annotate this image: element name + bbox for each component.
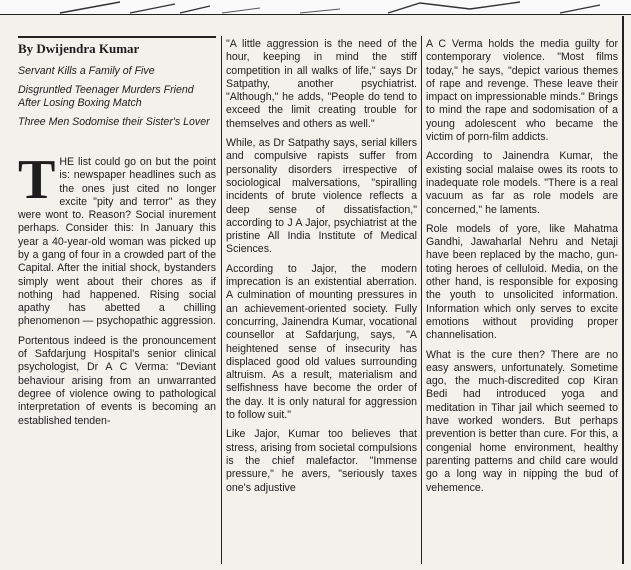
paragraph: A C Verma holds the media guilty for contemporary violence. "Most films today," he says, "depict various themes of rape and revenge. These leave their impact on impressionable minds." Brings to mind the rape and sodomisation of a young adolescent who became the victim of porn-film addicts. [426, 38, 618, 144]
paragraph: While, as Dr Satpathy says, serial killers and compulsive rapists suffer from personality disorders irrespective of sociological malversations, "spiralling incidents of brute violence reflects a deep sense of dissatisfaction," according to J A Jajor, psychiatrist at the pristine All India Institute of Medical Sciences. [226, 137, 417, 256]
paragraph: Like Jajor, Kumar too believes that stress, arising from societal compulsions is the chief malefactor. "Immense pressure," he avers, "seriously taxes one's adjustive [226, 428, 417, 494]
column-1 [18, 38, 216, 568]
headline-3: Three Men Sodomise their Sister's Lover [18, 115, 210, 128]
column-3 [426, 38, 618, 568]
paragraph: Role models of yore, like Mahatma Gandhi, Jawaharlal Nehru and Netaji have been replaced by the macho, gun-toting heroes of celluloid. Media, on the other hand, is responsible for exposing the youth to unsolicited information. Information which only serves to excite emotions without providing proper channelisation. [426, 222, 618, 342]
headline-1: Servant Kills a Family of Five [18, 65, 155, 78]
illustration-lines [0, 0, 631, 14]
paragraph-intro [18, 148, 216, 329]
intro-text: HE list could go on but the point is: newspaper headlines such as the ones just cited no longer excite "pity and terror" as they were wont to. Reason? Social inurement perhaps. Consider this: In January this year a 40-year-old woman was picked up by a gang of four in a crowded part of the Capital. After the initial shock, bystanders simply went about their chores as if nothing had happened. Rising social apathy has abetted a chilling phenomenon — psychopathic aggression. [18, 155, 216, 328]
right-border [622, 16, 624, 564]
paragraph: "A little aggression is the need of the hour, keeping in mind the stiff competition in all walks of life," says Dr Satpathy, another psychiatrist. "Although," he adds, "People do tend to exceed the limit creating trouble for themselves and others as well." [226, 38, 417, 130]
paragraph: Portentous indeed is the pronouncement of Safdarjung Hospital's senior clinical psychologist, Dr A C Verma: "Deviant behaviour arising from an unwarranted degree of violence owing to pathological interpretation of events is becoming an established tenden- [18, 334, 216, 427]
paragraph: According to Jajor, the modern imprecation is an existential aberration. A culmination of mounting pressures in an achievement-oriented society. Fully concurring, Jainendra Kumar, vocational counsellor at Safdarjung, says, "A heightened sense of insecurity has displaced good old values surrounding altruism. As a result, materialism and selfishness have become the order of the day. It is only natural for aggression to follow suit." [226, 262, 417, 422]
top-illustration-strip [0, 0, 631, 15]
column-divider-1 [221, 36, 222, 564]
column-divider-2 [421, 36, 422, 564]
paragraph: According to Jainendra Kumar, the existing social malaise owes its roots to inadequate role models. "There is a real vacuum as far as role models are concerned," he laments. [426, 150, 618, 216]
paragraph: What is the cure then? There are no easy answers, unfortunately. Sometime ago, the much-discredited cop Kiran Bedi had introduced yoga and meditation in Tihar jail which seemed to have worked wonders. But perhaps prevention is better than cure. For this, a congenial home environment, healthy parenting patterns and child care would go a long way in nipping the bud of vehemence. [426, 348, 618, 494]
byline: By Dwijendra Kumar [18, 41, 140, 56]
column-2 [226, 38, 417, 568]
headline-2: Disgruntled Teenager Murders Friend After Losing Boxing Match [18, 83, 194, 110]
drop-cap: T [18, 148, 56, 211]
